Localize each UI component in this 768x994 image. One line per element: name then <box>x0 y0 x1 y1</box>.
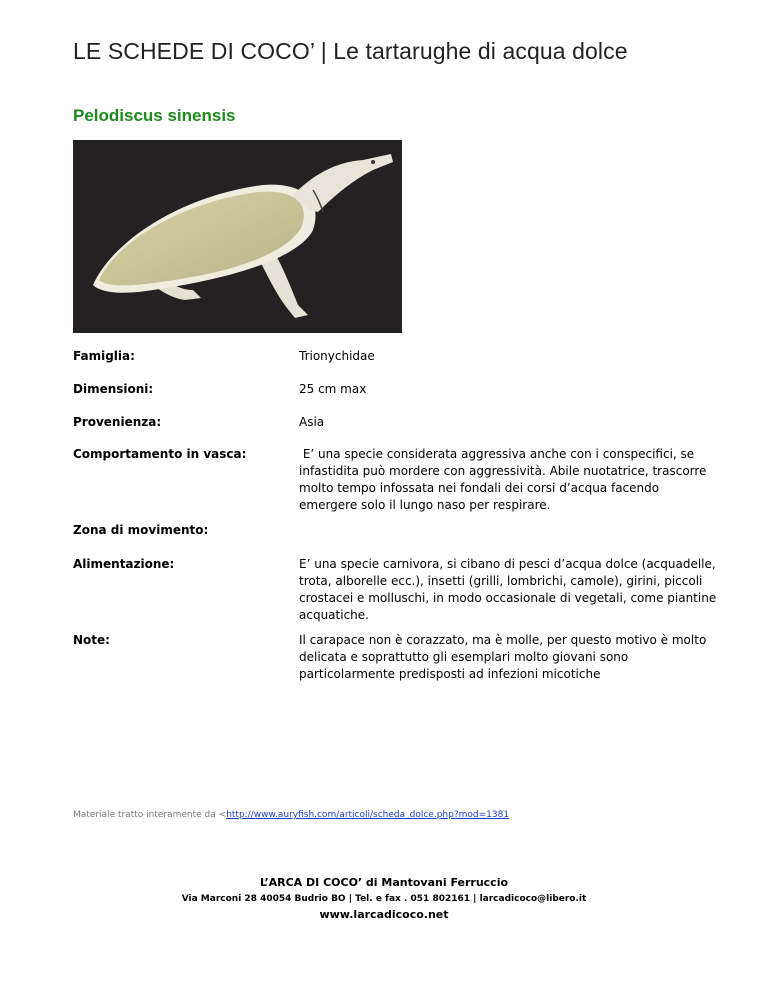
field-label: Alimentazione: <box>73 557 175 571</box>
species-title: Pelodiscus sinensis <box>73 106 236 125</box>
field-label: Note: <box>73 633 110 647</box>
field-value: 25 cm max <box>299 382 367 396</box>
turtle-photo <box>73 140 402 333</box>
field-label: Provenienza: <box>73 415 162 429</box>
field-value: E’ una specie carnivora, si cibano di pesci d’acqua dolce (acquadelle, trota, alborelle ecc.), insetti (grilli, lombrichi, camole), girini, piccoli crostacei e molluschi, in modo occasionale di vegetali, come piantine acquatiche. <box>299 557 717 622</box>
footer-company: L’ARCA DI COCO’ di Mantovani Ferruccio <box>259 876 509 889</box>
field-label: Famiglia: <box>73 349 135 363</box>
field-label: Comportamento in vasca: <box>73 447 247 461</box>
footer-address: Via Marconi 28 40054 Budrio BO | Tel. e fax . 051 802161 | larcadicoco@libero.it <box>181 894 587 904</box>
field-value: Il carapace non è corazzato, ma è molle, per questo motivo è molto delicata e soprattutto gli esemplari molto giovani sono particolarmente predisposti ad infezioni micotiche <box>299 633 707 681</box>
field-label: Zona di movimento: <box>73 523 209 537</box>
field-value: E’ una specie considerata aggressiva anche con i conspecifici, se infastidita può mordere con aggressività. Abile nuotatrice, trascorre molto tempo infossata nei fondali dei corsi d’acqua facendo emergere solo il lungo naso per respirare. <box>299 447 711 512</box>
source-attribution <box>73 810 509 820</box>
footer-website: www.larcadicoco.net <box>319 908 449 921</box>
source-link[interactable]: http://www.auryfish.com/articoli/scheda_dolce.php?mod=1381 <box>226 810 510 820</box>
document-header-title: LE SCHEDE DI COCO’ | Le tartarughe di acqua dolce <box>73 38 628 64</box>
source-prefix: Materiale tratto interamente da < <box>73 810 227 820</box>
field-label: Dimensioni: <box>73 382 154 396</box>
field-value: Trionychidae <box>299 349 375 363</box>
field-value: Asia <box>299 415 325 429</box>
